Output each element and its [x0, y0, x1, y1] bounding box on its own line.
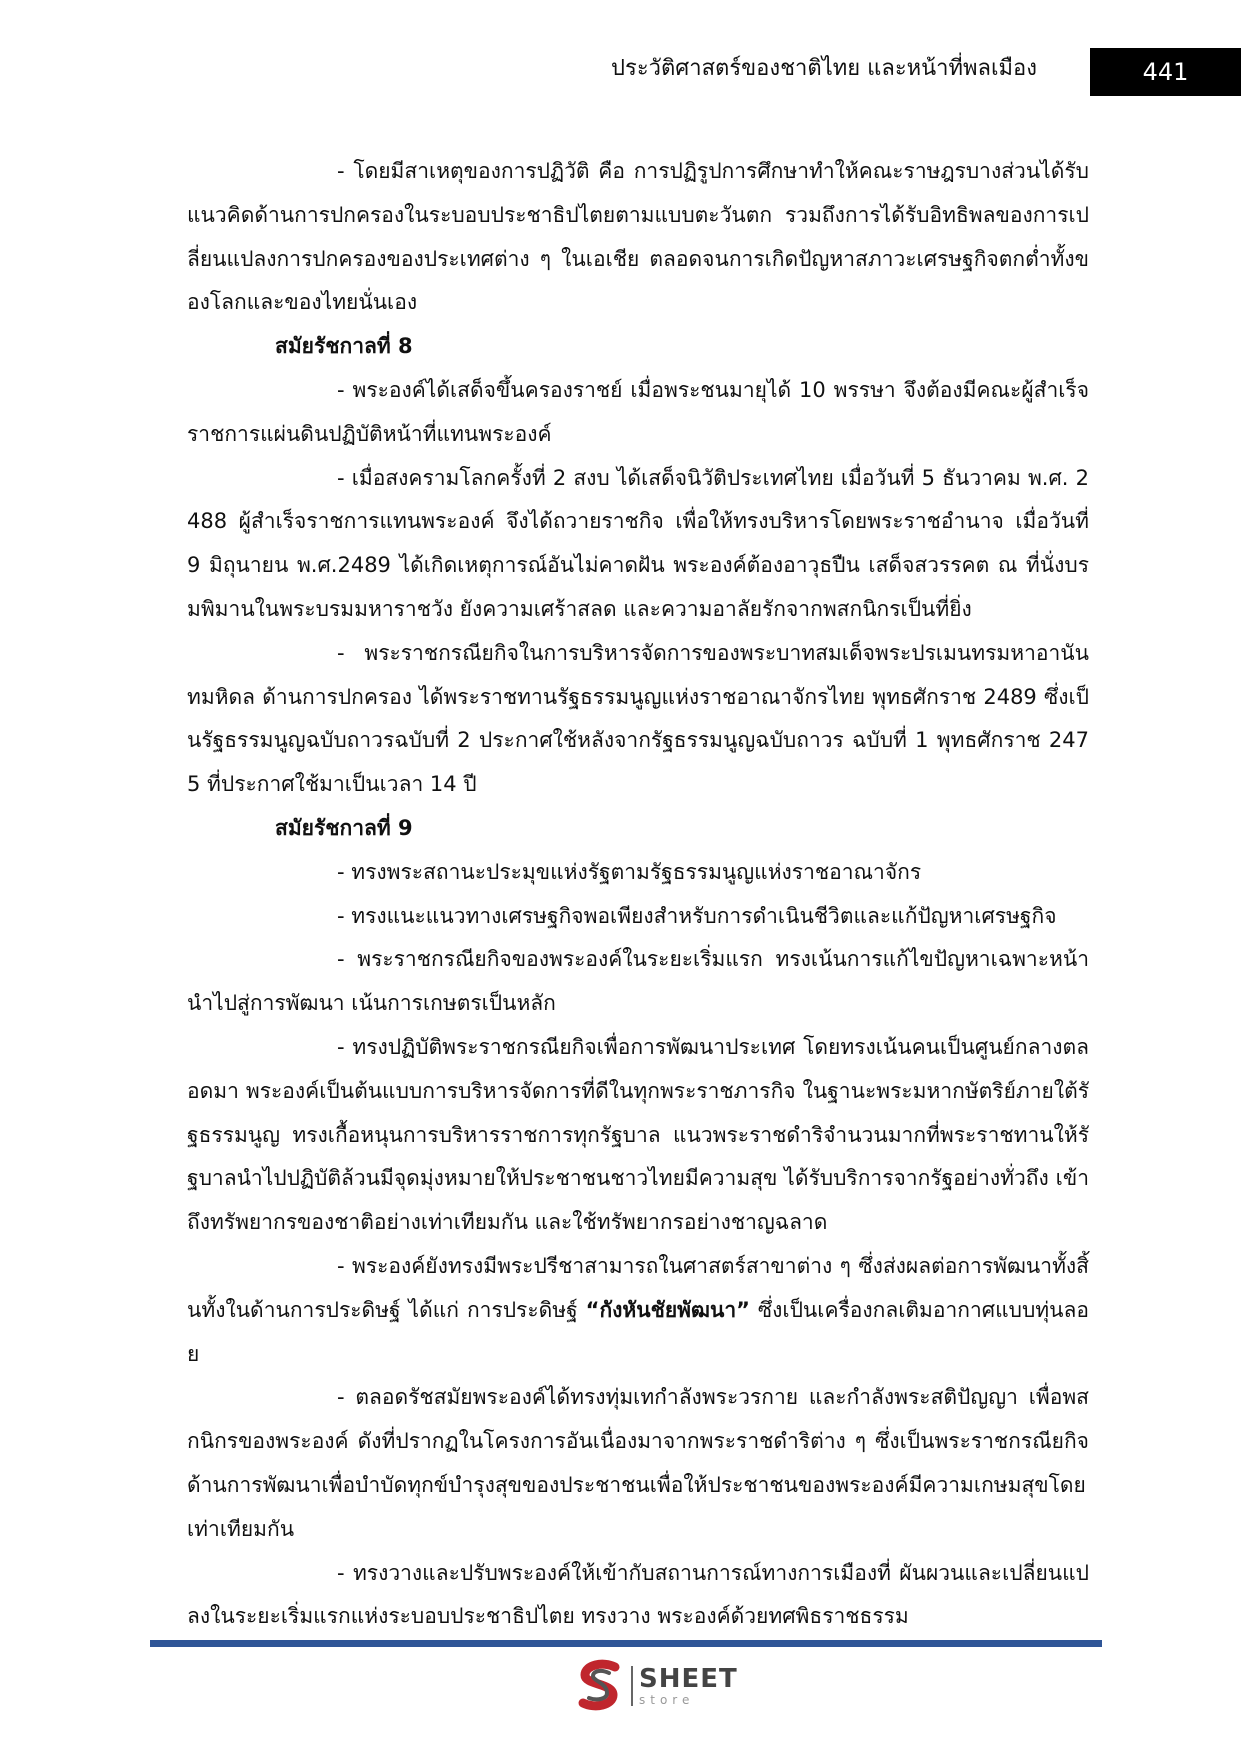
logo-subword: store	[639, 1693, 695, 1707]
paragraph: - เมื่อสงครามโลกครั้งที่ 2 สงบ ได้เสด็จนิวัติประเทศไทย เมื่อวันที่ 5 ธันวาคม พ.ศ. 2488 ผู้สำเร็จราชการแทนพระองค์ จึงได้ถวายราชกิจ เพื่อให้ทรงบริหารโดยพระราชอำนาจ เมื่อวันที่ 9 มิถุนายน พ.ศ.2489 ได้เกิดเหตุการณ์อันไม่คาดฝัน พระองค์ต้องอาวุธปืน เสด็จสวรรคต ณ ที่นั่งบรมพิมานในพระบรมมหาราชวัง ยังความเศร้าสลด และความอาลัยรักจากพสกนิกรเป็นที่ยิ่ง	[187, 465, 1089, 621]
sheet-store-logo	[575, 1658, 738, 1714]
paragraph: - ทรงพระสถานะประมุขแห่งรัฐตามรัฐธรรมนูญแห่งราชอาณาจักร	[337, 859, 922, 884]
document-body	[187, 150, 1089, 1639]
paragraph-text-before: - พระองค์ยังทรงมีพระปรีชาสามารถในศาสตร์สาขาต่าง ๆ ซึ่งส่งผลต่อการพัฒนาทั้งสิ้นทั้งในด้านการประดิษฐ์ ได้แก่ การประดิษฐ์	[187, 1253, 1089, 1322]
paragraph: - โดยมีสาเหตุของการปฏิวัติ คือ การปฏิรูปการศึกษาทำให้คณะราษฎรบางส่วนได้รับแนวคิดด้านการปกครองในระบอบประชาธิปไตยตามแบบตะวันตก รวมถึงการได้รับอิทธิพลของการเปลี่ยนแปลงการปกครองของประเทศต่าง ๆ ในเอเชีย ตลอดจนการเกิดปัญหาสภาวะเศรษฐกิจตกต่ำทั้งของโลกและของไทยนั่นเอง	[187, 159, 1089, 315]
paragraph: - ตลอดรัชสมัยพระองค์ได้ทรงทุ่มเทกำลังพระวรกาย และกำลังพระสติปัญญา เพื่อพสกนิกรของพระองค์ ดังที่ปรากฏในโครงการอันเนื่องมาจากพระราชดำริต่าง ๆ ซึ่งเป็นพระราชกรณียกิจด้านการพัฒนาเพื่อบำบัดทุกข์บำรุงสุขของประชาชนเพื่อให้ประชาชนของพระองค์มีความเกษมสุขโดยเท่าเทียมกัน	[187, 1385, 1089, 1541]
running-header-title: ประวัติศาสตร์ของชาติไทย และหน้าที่พลเมือง	[611, 56, 1037, 81]
paragraph: - ทรงปฏิบัติพระราชกรณียกิจเพื่อการพัฒนาประเทศ โดยทรงเน้นคนเป็นศูนย์กลางตลอดมา พระองค์เป็นต้นแบบการบริหารจัดการที่ดีในทุกพระราชภารกิจ ในฐานะพระมหากษัตริย์ภายใต้รัฐธรรมนูญ ทรงเกื้อหนุนการบริหารราชการทุกรัฐบาล แนวพระราชดำริจำนวนมากที่พระราชทานให้รัฐบาลนำไปปฏิบัติล้วนมีจุดมุ่งหมายให้ประชาชนชาวไทยมีความสุข ได้รับบริการจากรัฐอย่างทั่วถึง เข้าถึงทรัพยากรของชาติอย่างเท่าเทียมกัน และใช้ทรัพยากรอย่างชาญฉลาด	[187, 1034, 1089, 1235]
bold-term-chaipattana: “กังหันชัยพัฒนา”	[585, 1297, 750, 1322]
page-number: 441	[1142, 58, 1189, 86]
paragraph-text-after: ซึ่งเป็นเครื่องกลเติมอากาศแบบทุ่นลอย	[187, 1297, 1089, 1366]
paragraph-with-bold-term	[187, 1245, 1089, 1376]
paragraph: - ทรงวางและปรับพระองค์ให้เข้ากับสถานการณ์ทางการเมืองที่ ผันผวนและเปลี่ยนแปลงในระยะเริ่มแรกแห่งระบอบประชาธิปไตย ทรงวาง พระองค์ด้วยทศพิธราชธรรม	[187, 1560, 1089, 1629]
section-heading-reign-9: สมัยรัชกาลที่ 9	[275, 815, 413, 840]
sheet-s-mark-icon	[575, 1659, 625, 1713]
footer-rule	[150, 1640, 1102, 1647]
paragraph: - ทรงแนะแนวทางเศรษฐกิจพอเพียงสำหรับการดำเนินชีวิตและแก้ปัญหาเศรษฐกิจ	[337, 903, 1057, 928]
paragraph: - พระราชกรณียกิจของพระองค์ในระยะเริ่มแรก ทรงเน้นการแก้ไขปัญหาเฉพาะหน้านำไปสู่การพัฒนา เน้นการเกษตรเป็นหลัก	[187, 947, 1089, 1016]
paragraph: - พระราชกรณียกิจในการบริหารจัดการของพระบาทสมเด็จพระปรเมนทรมหาอานันทมหิดล ด้านการปกครอง ได้พระราชทานรัฐธรรมนูญแห่งราชอาณาจักรไทย พุทธศักราช 2489 ซึ่งเป็นรัฐธรรมนูญฉบับถาวรฉบับที่ 2 ประกาศใช้หลังจากรัฐธรรมนูญฉบับถาวร ฉบับที่ 1 พุทธศักราช 2475 ที่ประกาศใช้มาเป็นเวลา 14 ปี	[187, 640, 1089, 797]
logo-word: SHEET	[639, 1664, 738, 1694]
paragraph: - พระองค์ได้เสด็จขึ้นครองราชย์ เมื่อพระชนมายุได้ 10 พรรษา จึงต้องมีคณะผู้สำเร็จราชการแผ่นดินปฏิบัติหน้าที่แทนพระองค์	[187, 377, 1089, 446]
section-heading-reign-8: สมัยรัชกาลที่ 8	[275, 334, 413, 359]
page-number-box	[1090, 48, 1241, 96]
